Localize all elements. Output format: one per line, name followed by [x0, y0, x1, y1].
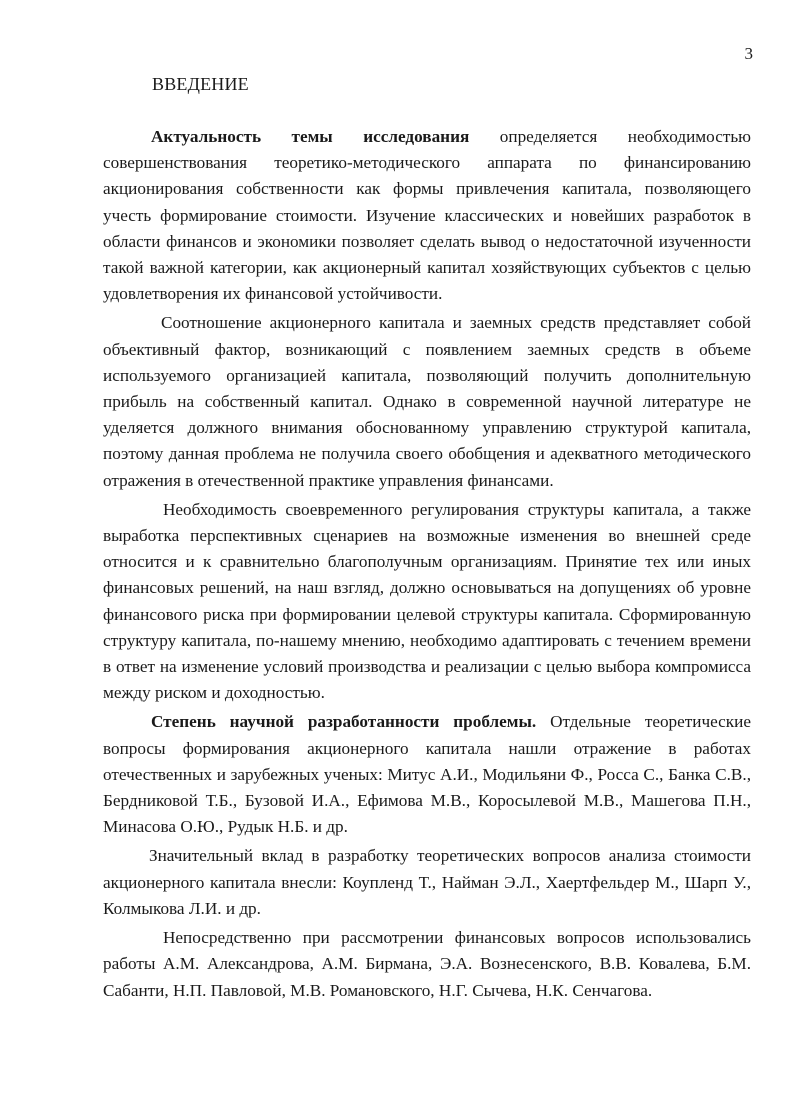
paragraph-financial-works: [103, 925, 751, 1004]
paragraph-capital-ratio: [103, 310, 751, 493]
paragraph-lead-bold: Актуальность темы исследования: [151, 127, 470, 146]
paragraph-contribution: [103, 843, 751, 922]
paragraph-regulation: [103, 497, 751, 707]
paragraph-text: Необходимость своевременного регулирования структуры капитала, а также выработка перспективных сценариев на возможные изменения во внешней среде относится и к сравнительно благополучным организациям. Принятие тех или иных финансовых решений, на наш взгляд, должно основываться на допущениях об уровне финансового риска при формировании целевой структуры капитала. Сформированную структуру капитала, по-нашему мнению, необходимо адаптировать с течением времени в ответ на изменение условий производства и реализации с целью выбора компромисса между риском и доходностью.: [103, 499, 751, 703]
paragraph-text: Непосредственно при рассмотрении финансовых вопросов использовались работы А.М. Александрова, А.М. Бирмана, Э.А. Вознесенского, В.В. Ковалева, Б.М. Сабанти, Н.П. Павловой, М.В. Романовского, Н.Г. Сычева, Н.К. Сенчагова.: [103, 928, 751, 1000]
paragraph-degree-of-research: [103, 709, 751, 840]
paragraph-relevance: [103, 124, 751, 307]
paragraph-lead-bold: Степень научной разработанности проблемы.: [151, 712, 537, 732]
paragraph-text: Соотношение акционерного капитала и заемных средств представляет собой объективный фактор, возникающий с появлением заемных средств в объеме используемого организацией капитала, позволяющий получить дополнительную прибыль на собственный капитал. Однако в современной научной литературе не уделяется должного внимания обоснованному управлению структурой капитала, поэтому данная проблема не получила своего обобщения и адекватного методического отражения в отечественной практике управления финансами.: [103, 313, 751, 490]
paragraph-text: Отдельные теоретические вопросы формирования акционерного капитала нашли отражение в работах отечественных и зарубежных ученых: Митус А.И., Модильяни Ф., Росса С., Банка С.В., Бердниковой Т.Б., Бузовой И.А., Ефимова М.В., Коросылевой М.В., Машегова П.Н., Минасова О.Ю., Рудык Н.Б. и др.: [103, 712, 751, 837]
section-heading: ВВЕДЕНИЕ: [152, 74, 249, 94]
paragraph-text: Значительный вклад в разработку теоретических вопросов анализа стоимости акционерного капитала внесли: Коупленд Т., Найман Э.Л., Хаертфельдер М., Шарп У., Колмыкова Л.И. и др.: [103, 846, 751, 918]
document-body: [103, 124, 751, 1004]
paragraph-text: определяется необходимостью совершенствования теоретико-методического аппарата по финансированию акционирования собственности как формы привлечения капитала, позволяющего учесть формирование стоимости. Изучение классических и новейших разработок в области финансов и экономики позволяет сделать вывод о недостаточной изученности такой важной категории, как акционерный капитал хозяйствующих субъектов с целью удовлетворения их финансовой устойчивости.: [103, 127, 752, 304]
page-number: 3: [744, 44, 753, 63]
